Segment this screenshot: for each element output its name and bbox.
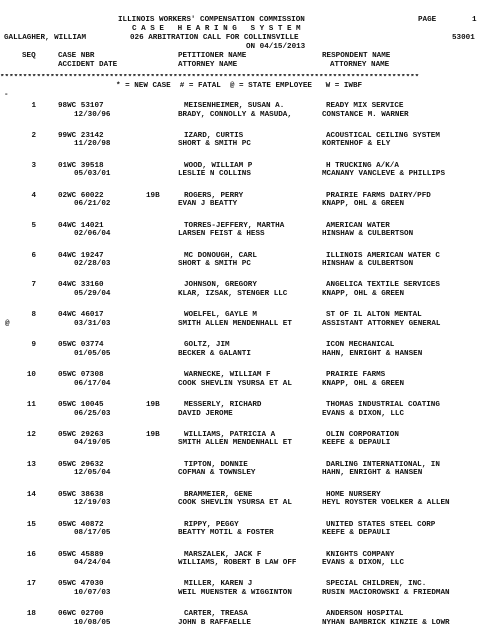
- record-respondent: DARLING INTERNATIONAL, IN: [326, 460, 440, 469]
- record-case-number: 04WC 46017: [58, 311, 104, 320]
- case-record: [0, 521, 495, 551]
- record-accident-date: 12/05/04: [74, 469, 111, 478]
- record-seq: 18: [26, 610, 36, 619]
- record-respondent-attorney: HAHN, ENRIGHT & HANSEN: [322, 469, 423, 478]
- record-respondent: AMERICAN WATER: [326, 221, 390, 230]
- record-respondent: KNIGHTS COMPANY: [326, 550, 395, 559]
- record-petitioner-attorney: LESLIE N COLLINS: [178, 170, 251, 179]
- record-case-number: 04WC 33160: [58, 281, 104, 290]
- case-record: [0, 341, 495, 371]
- record-accident-date: 08/17/05: [74, 529, 111, 538]
- record-petitioner-attorney: EVAN J BEATTY: [178, 200, 238, 209]
- record-respondent: SPECIAL CHILDREN, INC.: [326, 580, 427, 589]
- record-petitioner: WILLIAMS, PATRICIA A: [184, 430, 276, 439]
- case-record: [0, 252, 495, 282]
- record-accident-date: 02/06/04: [74, 230, 111, 239]
- record-respondent-attorney: HAHN, ENRIGHT & HANSEN: [322, 349, 423, 358]
- record-seq: 3: [31, 161, 36, 170]
- record-respondent: ACOUSTICAL CEILING SYSTEM: [326, 131, 440, 140]
- record-case-number: 99WC 23142: [58, 131, 104, 140]
- col-accident-date: ACCIDENT DATE: [58, 61, 118, 69]
- arbitrator-name: GALLAGHER, WILLIAM: [4, 34, 87, 42]
- record-respondent-attorney: EVANS & DIXON, LLC: [322, 409, 405, 418]
- record-petitioner: BRAMMEIER, GENE: [184, 490, 253, 499]
- record-seq: 16: [26, 550, 36, 559]
- record-petitioner-attorney: KLAR, IZSAK, STENGER LLC: [178, 289, 288, 298]
- record-petitioner-attorney: SHORT & SMITH PC: [178, 140, 251, 149]
- legend: * = NEW CASE # = FATAL @ = STATE EMPLOYEE W = IWBF: [116, 82, 363, 90]
- record-case-number: 05WC 29263: [58, 430, 104, 439]
- record-seq: 7: [31, 281, 36, 290]
- record-petitioner: MESSERLY, RICHARD: [184, 401, 262, 409]
- record-respondent-attorney: HINSHAW & CULBERTSON: [322, 230, 414, 239]
- record-flag: @: [5, 319, 10, 328]
- record-code: 19B: [146, 401, 160, 409]
- record-accident-date: 02/28/03: [74, 260, 111, 269]
- record-seq: 13: [26, 460, 36, 469]
- record-petitioner: MILLER, KAREN J: [184, 580, 253, 589]
- record-petitioner-attorney: BEATTY MOTIL & FOSTER: [178, 529, 274, 538]
- record-respondent-attorney: CONSTANCE M. WARNER: [322, 110, 409, 119]
- record-petitioner: TIPTON, DONNIE: [184, 460, 248, 469]
- record-seq: 9: [31, 341, 36, 350]
- record-seq: 4: [31, 191, 36, 200]
- record-petitioner: RIPPY, PEGGY: [184, 520, 239, 529]
- record-petitioner: IZARD, CURTIS: [184, 131, 244, 140]
- record-case-number: 05WC 29632: [58, 460, 104, 469]
- record-respondent-attorney: MCANANY VANCLEVE & PHILLIPS: [322, 170, 446, 179]
- call-date: ON 04/15/2013: [246, 43, 306, 51]
- record-case-number: 02WC 60022: [58, 191, 104, 200]
- record-seq: 1: [31, 102, 36, 110]
- case-record: [0, 491, 495, 521]
- commission-title: ILLINOIS WORKERS' COMPENSATION COMMISSION: [118, 16, 305, 24]
- record-accident-date: 10/08/05: [74, 618, 111, 627]
- record-respondent-attorney: HEYL ROYSTER VOELKER & ALLEN: [322, 499, 450, 508]
- case-record: [0, 311, 495, 341]
- record-seq: 2: [31, 131, 36, 140]
- record-petitioner: GOLTZ, JIM: [184, 341, 230, 350]
- record-respondent: ANGELICA TEXTILE SERVICES: [326, 281, 440, 290]
- record-case-number: 98WC 53107: [58, 102, 104, 110]
- separator-line: ********************************************************************************************: [0, 74, 420, 82]
- record-petitioner: WOELFEL, GAYLE M: [184, 311, 257, 320]
- page-number: 1: [472, 16, 477, 24]
- record-respondent: PRAIRIE FARMS DAIRY/PFD: [326, 191, 431, 200]
- record-respondent: ANDERSON HOSPITAL: [326, 610, 404, 619]
- record-respondent-attorney: KNAPP, OHL & GREEN: [322, 289, 405, 298]
- record-accident-date: 05/29/04: [74, 289, 111, 298]
- call-description: 026 ARBITRATION CALL FOR COLLINSVILLE: [130, 34, 299, 42]
- record-case-number: 05WC 38638: [58, 490, 104, 499]
- case-record: [0, 371, 495, 401]
- record-respondent: READY MIX SERVICE: [326, 102, 404, 110]
- case-record: [0, 222, 495, 252]
- record-petitioner-attorney: COFMAN & TOWNSLEY: [178, 469, 256, 478]
- record-case-number: 05WC 03774: [58, 341, 104, 350]
- col-attorney-name-petitioner: ATTORNEY NAME: [178, 61, 238, 69]
- case-record: [0, 102, 495, 132]
- record-respondent: PRAIRIE FARMS: [326, 371, 386, 380]
- record-petitioner-attorney: WILLIAMS, ROBERT B LAW OFF: [178, 559, 297, 568]
- case-record: [0, 162, 495, 192]
- case-record: [0, 431, 495, 461]
- record-petitioner-attorney: COOK SHEVLIN YSURSA ET AL: [178, 499, 292, 508]
- record-petitioner: CARTER, TREASA: [184, 610, 248, 619]
- record-accident-date: 12/19/03: [74, 499, 111, 508]
- case-record: [0, 281, 495, 311]
- record-case-number: 05WC 10045: [58, 401, 104, 409]
- record-seq: 11: [26, 401, 36, 409]
- record-accident-date: 04/19/05: [74, 439, 111, 448]
- record-respondent: UNITED STATES STEEL CORP: [326, 520, 436, 529]
- case-record: [0, 461, 495, 491]
- record-respondent-attorney: ASSISTANT ATTORNEY GENERAL: [322, 319, 441, 328]
- record-seq: 15: [26, 520, 36, 529]
- record-respondent-attorney: KNAPP, OHL & GREEN: [322, 379, 405, 388]
- record-seq: 6: [31, 251, 36, 260]
- record-respondent: H TRUCKING A/K/A: [326, 161, 399, 170]
- record-respondent: THOMAS INDUSTRIAL COATING: [326, 401, 440, 409]
- record-petitioner: ROGERS, PERRY: [184, 191, 244, 200]
- record-respondent: ILLINOIS AMERICAN WATER C: [326, 251, 440, 260]
- record-petitioner: JOHNSON, GREGORY: [184, 281, 257, 290]
- record-petitioner-attorney: WEIL MUENSTER & WIGGINTON: [178, 588, 292, 597]
- record-petitioner-attorney: COOK SHEVLIN YSURSA ET AL: [178, 379, 292, 388]
- record-respondent: OLIN CORPORATION: [326, 430, 399, 439]
- record-seq: 12: [26, 430, 36, 439]
- case-record: [0, 132, 495, 162]
- record-petitioner: WARNECKE, WILLIAM F: [184, 371, 271, 380]
- col-respondent-name: RESPONDENT NAME: [322, 52, 391, 60]
- record-seq: 5: [31, 221, 36, 230]
- record-petitioner: MC DONOUGH, CARL: [184, 251, 257, 260]
- record-accident-date: 06/17/04: [74, 379, 111, 388]
- record-case-number: 06WC 02700: [58, 610, 104, 619]
- record-respondent: ST OF IL ALTON MENTAL: [326, 311, 422, 320]
- record-accident-date: 05/03/01: [74, 170, 111, 179]
- record-case-number: 04WC 19247: [58, 251, 104, 260]
- col-seq: SEQ: [22, 52, 36, 60]
- record-case-number: 05WC 40872: [58, 520, 104, 529]
- record-respondent-attorney: RUSIN MACIOROWSKI & FRIEDMAN: [322, 588, 450, 597]
- record-respondent: ICON MECHANICAL: [326, 341, 395, 350]
- record-respondent-attorney: EVANS & DIXON, LLC: [322, 559, 405, 568]
- call-code: 53001: [452, 34, 475, 42]
- record-petitioner-attorney: DAVID JEROME: [178, 409, 233, 418]
- record-accident-date: 10/07/03: [74, 588, 111, 597]
- record-respondent-attorney: NYHAN BAMBRICK KINZIE & LOWR: [322, 618, 450, 627]
- record-seq: 14: [26, 490, 36, 499]
- record-petitioner-attorney: BECKER & GALANTI: [178, 349, 251, 358]
- record-accident-date: 06/25/03: [74, 409, 111, 418]
- record-accident-date: 11/20/98: [74, 140, 111, 149]
- record-accident-date: 12/30/96: [74, 110, 111, 119]
- record-accident-date: 01/05/05: [74, 349, 111, 358]
- case-record: [0, 401, 495, 431]
- record-respondent-attorney: KNAPP, OHL & GREEN: [322, 200, 405, 209]
- record-petitioner-attorney: SMITH ALLEN MENDENHALL ET: [178, 319, 292, 328]
- record-case-number: 05WC 07308: [58, 371, 104, 380]
- record-respondent-attorney: HINSHAW & CULBERTSON: [322, 260, 414, 269]
- case-record: [0, 610, 495, 640]
- record-seq: 10: [26, 371, 36, 380]
- record-code: 19B: [146, 430, 160, 439]
- stray-mark: -: [4, 91, 9, 99]
- page-label: PAGE: [418, 16, 437, 24]
- case-record: [0, 580, 495, 610]
- record-petitioner: MARSZALEK, JACK F: [184, 550, 262, 559]
- col-attorney-name-respondent: ATTORNEY NAME: [330, 61, 390, 69]
- record-code: 19B: [146, 191, 160, 200]
- record-respondent-attorney: KEEFE & DEPAULI: [322, 439, 391, 448]
- record-petitioner: MEISENHEIMER, SUSAN A.: [184, 102, 285, 110]
- record-petitioner-attorney: JOHN B RAFFAELLE: [178, 618, 251, 627]
- record-accident-date: 06/21/02: [74, 200, 111, 209]
- record-seq: 17: [26, 580, 36, 589]
- record-petitioner-attorney: BRADY, CONNOLLY & MASUDA,: [178, 110, 292, 119]
- col-petitioner-name: PETITIONER NAME: [178, 52, 247, 60]
- record-respondent: HOME NURSERY: [326, 490, 381, 499]
- record-case-number: 05WC 47030: [58, 580, 104, 589]
- col-case-nbr: CASE NBR: [58, 52, 95, 60]
- record-case-number: 05WC 45889: [58, 550, 104, 559]
- record-seq: 8: [31, 311, 36, 320]
- record-case-number: 04WC 14021: [58, 221, 104, 230]
- record-petitioner: TORRES-JEFFERY, MARTHA: [184, 221, 285, 230]
- record-petitioner-attorney: LARSEN FEIST & HESS: [178, 230, 265, 239]
- record-petitioner-attorney: SHORT & SMITH PC: [178, 260, 251, 269]
- case-record: [0, 551, 495, 581]
- record-accident-date: 03/31/03: [74, 319, 111, 328]
- record-respondent-attorney: KORTENHOF & ELY: [322, 140, 391, 149]
- record-petitioner: WOOD, WILLIAM P: [184, 161, 253, 170]
- case-record: [0, 192, 495, 222]
- record-case-number: 01WC 39518: [58, 161, 104, 170]
- record-accident-date: 04/24/04: [74, 559, 111, 568]
- record-respondent-attorney: KEEFE & DEPAULI: [322, 529, 391, 538]
- system-title: C A S E H E A R I N G S Y S T E M: [132, 25, 301, 33]
- record-petitioner-attorney: SMITH ALLEN MENDENHALL ET: [178, 439, 292, 448]
